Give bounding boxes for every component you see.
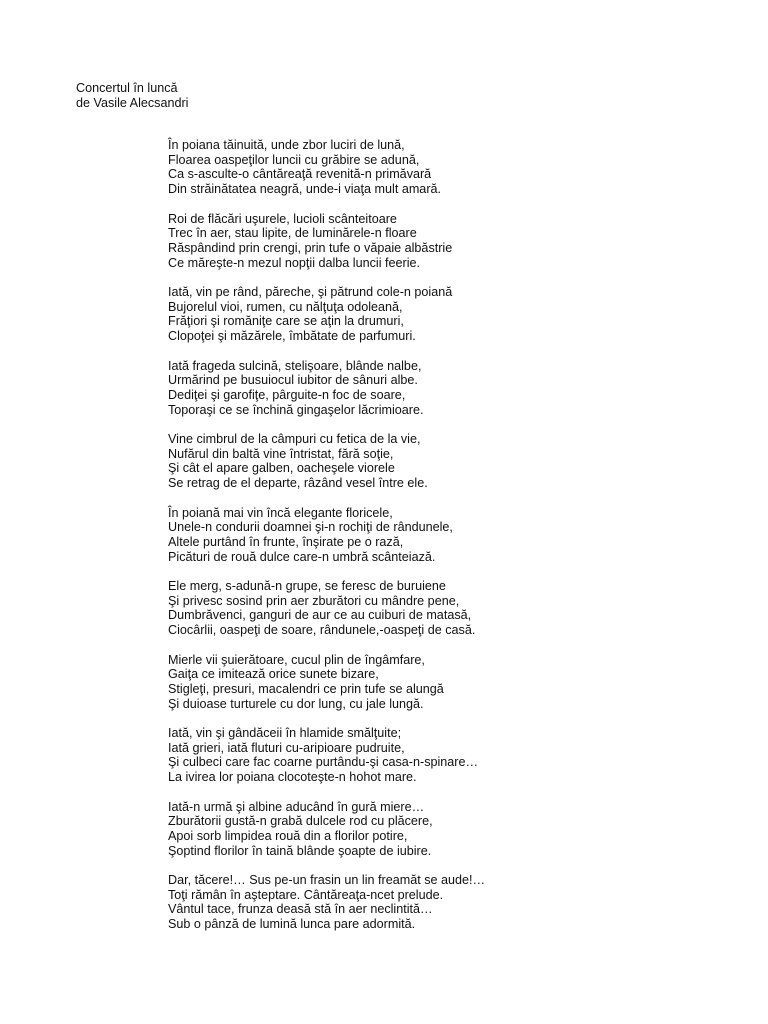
- poem-line: Iată, vin şi gândăceii în hlamide smălţuite;: [168, 726, 402, 740]
- poem-line: Stigleţi, presuri, macalendri ce prin tufe se alungă: [168, 681, 444, 696]
- poem-line: Picături de rouă dulce care-n umbră scânteiază.: [168, 549, 436, 564]
- poem-line: Vine cimbrul de la câmpuri cu fetica de la vie,: [168, 432, 421, 446]
- poem-line: Clopoţei şi măzărele, îmbătate de parfumuri.: [168, 329, 416, 344]
- poem-line: Bujorelul vioi, rumen, cu nălţuţa odoleană,: [168, 299, 403, 314]
- poem-line: Şi privesc sosind prin aer zburători cu mândre pene,: [168, 593, 460, 608]
- stanza: [168, 359, 485, 418]
- stanza: [168, 285, 485, 344]
- poem-line: Vântul tace, frunza deasă stă în aer neclintită…: [168, 902, 433, 917]
- stanza: [168, 726, 485, 785]
- poem-line: Urmărind pe busuiocul iubitor de sânuri albe.: [168, 373, 418, 388]
- poem-line: Sub o pânză de lumină lunca pare adormită.: [168, 917, 416, 932]
- poem-title: Concertul în luncă: [76, 81, 178, 95]
- poem-line: Apoi sorb limpidea rouă din a florilor potire,: [168, 828, 408, 843]
- poem-body: [168, 138, 485, 947]
- poem-line: Iată grieri, iată fluturi cu-aripioare pudruite,: [168, 740, 405, 755]
- poem-line: Trec în aer, stau lipite, de luminărele-n floare: [168, 226, 417, 241]
- poem-line: Şoptind florilor în taină blânde şoapte de iubire.: [168, 843, 432, 858]
- poem-line: Se retrag de el departe, râzând vesel între ele.: [168, 476, 428, 491]
- stanza: [168, 579, 485, 638]
- poem-line: Zburătorii gustă-n grabă dulcele rod cu plăcere,: [168, 814, 433, 829]
- poem-line: În poiană mai vin încă elegante floricele,: [168, 505, 393, 520]
- poem-line: Roi de flăcări uşurele, lucioli scânteitoare: [168, 211, 397, 226]
- poem-line: Iată-n urmă şi albine aducând în gură miere…: [168, 799, 425, 814]
- stanza: [168, 800, 485, 859]
- poem-line: În poiana tăinuită, unde zbor luciri de lună,: [168, 138, 405, 152]
- stanza: [168, 432, 485, 491]
- poem-line: Altele purtând în frunte, înşirate pe o rază,: [168, 534, 404, 549]
- stanza: [168, 506, 485, 565]
- poem-line: Floarea oaspeţilor luncii cu grăbire se adună,: [168, 152, 420, 167]
- poem-line: La ivirea lor poiana clocoteşte-n hohot mare.: [168, 770, 417, 785]
- poem-line: Nufărul din baltă vine întristat, fără soţie,: [168, 446, 394, 461]
- poem-line: Din străinătatea neagră, unde-i viaţa mult amară.: [168, 182, 442, 197]
- poem-line: Iată, vin pe rând, păreche, şi pătrund cole-n poiană: [168, 285, 453, 299]
- poem-header: [76, 81, 188, 111]
- poem-line: Şi cât el apare galben, oacheşele viorele: [168, 461, 395, 476]
- poem-line: Şi duioase turturele cu dor lung, cu jale lungă.: [168, 696, 424, 711]
- poem-line: Ele merg, s-adună-n grupe, se feresc de buruiene: [168, 579, 446, 593]
- poem-line: Frăţiori şi romăniţe care se aţin la drumuri,: [168, 314, 404, 329]
- poem-line: Gaiţa ce imitează orice sunete bizare,: [168, 667, 379, 682]
- poem-line: Unele-n condurii doamnei şi-n rochiţi de rândunele,: [168, 520, 453, 535]
- poem-line: Ca s-asculte-o cântăreaţă revenită-n primăvară: [168, 167, 432, 182]
- poem-line: Dediţei şi garofiţe, pârguite-n foc de soare,: [168, 387, 406, 402]
- poem-line: Răspândind prin crengi, prin tufe o văpaie albăstrie: [168, 240, 453, 255]
- poem-author: de Vasile Alecsandri: [76, 96, 189, 110]
- poem-line: Toporaşi ce se închină gingaşelor lăcrimioare.: [168, 402, 424, 417]
- poem-line: Toţi rămân în aşteptare. Cântăreaţa-ncet prelude.: [168, 887, 444, 902]
- poem-line: Şi culbeci care fac coarne purtându-şi casa-n-spinare…: [168, 755, 479, 770]
- poem-line: Ciocârlii, oaspeţi de soare, rândunele,-oaspeţi de casă.: [168, 623, 476, 638]
- stanza: [168, 873, 485, 932]
- stanza: [168, 653, 485, 712]
- poem-line: Dumbrăvenci, ganguri de aur ce au cuiburi de matasă,: [168, 608, 472, 623]
- poem-line: Ce măreşte-n mezul nopţii dalba luncii feerie.: [168, 255, 420, 270]
- poem-line: Mierle vii şuierătoare, cucul plin de îngâmfare,: [168, 652, 425, 667]
- stanza: [168, 138, 485, 197]
- stanza: [168, 212, 485, 271]
- poem-line: Iată frageda sulcină, stelişoare, blânde nalbe,: [168, 358, 422, 373]
- poem-line: Dar, tăcere!… Sus pe-un frasin un lin freamăt se aude!…: [168, 873, 486, 887]
